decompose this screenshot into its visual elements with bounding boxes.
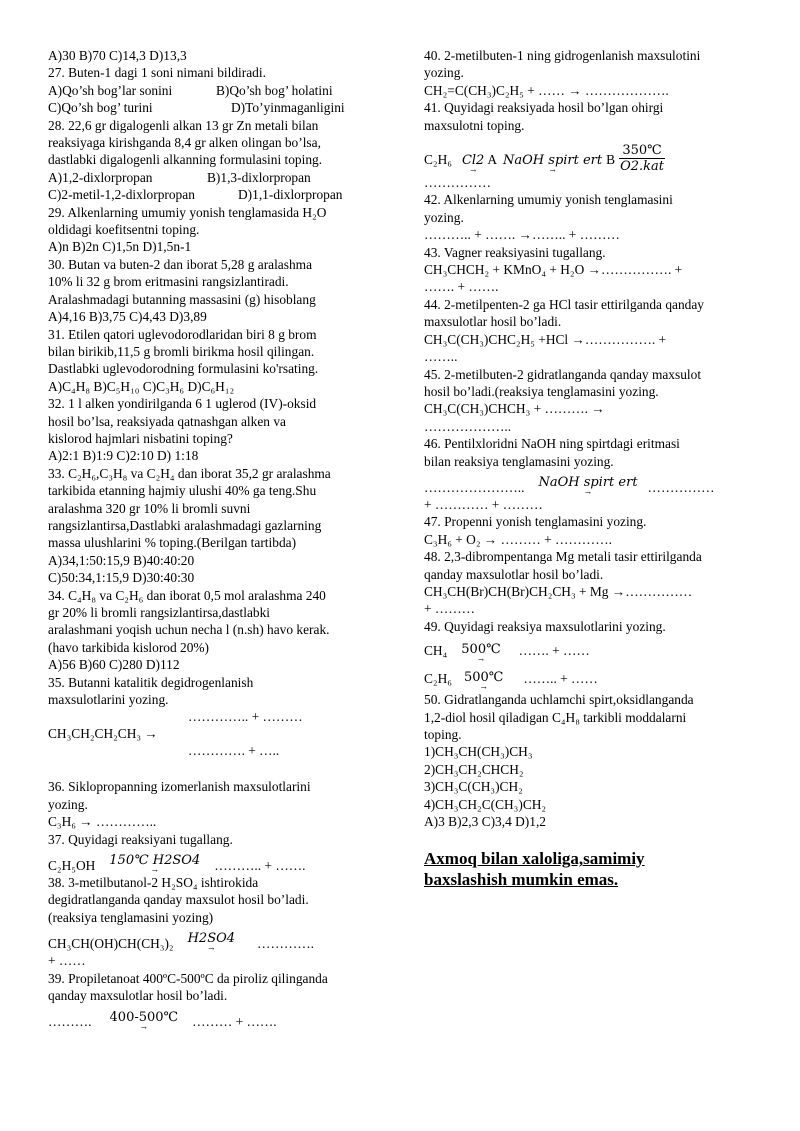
answer-options-q27-row2 [48,99,388,116]
answer-options-q50: A)3 B)2,3 C)3,4 D)1,2 [424,814,546,830]
question-27: 27. Buten-1 dagi 1 soni nimani bildiradi. [48,65,266,81]
reaction-49-ethane [424,663,764,691]
product-blanks: ……. + …… [518,642,590,658]
reaction-42: ……….. + ……. →…….. + ……… [424,227,620,243]
question-46-line1: 46. Pentilxloridni NaOH ning spirtdagi eritmasi [424,436,680,452]
reaction-conditions: 500℃ → [461,642,501,665]
question-31-line1: 31. Etilen qatori uglevodorodlaridan biri 8 g brom [48,326,317,342]
option-c: C)2-metil-1,2-dixlorpropan [48,187,195,203]
candidate-2: 2)CH₃CH₂CHCH₂ [424,761,524,777]
answer-options-q29: A)n B)2n C)1,5n D)1,5n-1 [48,239,192,255]
question-40-line2: yozing. [424,65,464,81]
arrow-icon: → [470,167,477,176]
reaction-40: CH₂=C(CH₃)C₂H₅ + …… → ………………. [424,82,669,98]
question-36-line2: yozing. [48,796,88,812]
question-28-line3: dastlabki digalogenli alkanning formulasini toping. [48,152,323,168]
arrow-icon: → [151,867,158,876]
reaction-conditions: 400-500℃ → [109,1009,179,1032]
question-35-line2: maxsulotlarini yozing. [48,692,169,708]
question-46-line2: bilan reaksiya tenglamasini yozing. [424,453,614,469]
reaction-38 [48,926,388,952]
slogan-line2: baxslashish mumkin emas. [424,870,619,890]
reaction-45-continued: ……………….. [424,418,512,434]
question-33-line4: rangsizlantirsa,Dastlabki aralashmadagi gazlarning [48,517,322,533]
question-37: 37. Quyidagi reaksiyani tugallang. [48,831,233,847]
question-39-line2: qanday maxsulotlar hosil bo’ladi. [48,988,228,1004]
question-28-line2: reaksiyaga kirishganda 8,4 gr alken olingan bo’lsa, [48,135,321,151]
reaction-41-product: …………… [424,175,491,191]
arrow-icon: → [585,488,591,497]
answer-options-q26: A)30 B)70 C)14,3 D)13,3 [48,48,187,63]
question-48-line1: 48. 2,3-dibrompentanga Mg metali tasir ettirilganda [424,549,702,565]
right-column [424,47,764,890]
reaction-conditions-2: NaOH spirt ert → [503,153,603,176]
question-43: 43. Vagner reaksiyasini tugallang. [424,244,606,260]
question-42-line1: 42. Alkenlarning umumiy yonish tenglamasini [424,192,673,208]
answer-options-q31: A)C₄H₈ B)C₅H₁₀ C)C₃H₆ D)C₆H₁₂ [48,378,235,394]
option-a: A)Qo’sh bog’lar sonini [48,82,173,98]
question-33-line1: 33. C₂H₆,C₃H₈ va C₂H₄ dan iborat 35,2 gr aralashma [48,465,331,481]
candidate-3: 3)CH₃C(CH₃)CH₂ [424,779,523,795]
slogan-line1: Axmoq bilan xaloliga,samimiy [424,849,645,869]
question-32-line2: hosil bo’lsa, reaksiyada qatnashgan alken va [48,413,286,429]
reactant-blank: ………. [48,1014,92,1030]
question-29-line2: oldidagi koefitsentni toping. [48,222,200,238]
reaction-conditions: 150℃ H2SO4 → [109,853,201,876]
reaction-45: CH₃C(CH₃)CHCH₃ + ………. → [424,401,605,417]
question-32-line3: kislorod hajmlari nisbatini toping? [48,430,233,446]
question-35-line1: 35. Butanni katalitik degidrogenlanish [48,674,254,690]
left-column [48,47,388,1031]
answer-options-q30: A)4,16 B)3,75 C)4,43 D)3,89 [48,309,207,325]
answer-options-q28-row1 [48,169,388,186]
reaction-41 [424,134,764,174]
question-42-line2: yozing. [424,209,464,225]
answer-options-q33-row1: A)34,1:50:15,9 B)40:40:20 [48,552,195,568]
product-blank-lower: …………. + ….. [188,743,280,759]
reaction-39 [48,1005,388,1031]
question-47: 47. Propenni yonish tenglamasini yozing. [424,514,647,530]
reaction-36: C₃H₆ → ………….. [48,814,157,830]
arrow-icon: → [480,684,487,693]
product-blanks: …………. [257,935,314,951]
reaction-conditions-3: $\frac{350℃}{\text{O2.kat}}$ [620,143,664,175]
reactant: C₂H₆ [424,151,452,167]
question-33-line3: aralashma 320 gr 10% li bromli suvni [48,500,251,516]
reaction-44: CH₃C(CH₃)CHC₂H₅ +HCl →……………. + [424,331,667,347]
question-48-line2: qanday maxsulotlar hosil bo’ladi. [424,566,604,582]
arrow-icon: → [140,1023,147,1032]
question-38-line1: 38. 3-metilbutanol-2 H₂SO₄ ishtirokida [48,875,259,891]
reaction-37 [48,848,388,874]
reaction-conditions: 500℃ → [463,670,504,693]
question-45-line2: hosil bo’ladi.(reaksiya tenglamasini yozing. [424,383,659,399]
question-50-line1: 50. Gidratlanganda uchlamchi spirt,oksidlanganda [424,692,694,708]
reaction-48-continued: + ……… [424,601,476,617]
reaction-38-continued: + …… [48,953,86,969]
reaction-35 [48,708,388,760]
question-34-line2: gr 20% li bromli rangsizlantirsa,dastlabki [48,605,271,620]
question-32-line1: 32. 1 l alken yondirilganda 6 1 uglerod (IV)-oksid [48,396,317,412]
question-44-line2: maxsulotlar hosil bo’ladi. [424,314,562,330]
option-d: D)1,1-dixlorpropan [238,187,343,203]
reaction-49-methane [424,635,764,663]
reactant-blank: ………………….. [424,479,525,495]
question-33-line5: massa ulushlarini % toping.(Berilgan tartibda) [48,535,297,551]
arrow-icon: → [549,167,556,176]
reaction-conditions: NaOH spirt ert → [538,474,638,497]
reactant: CH₄ [424,642,448,658]
closing-slogan [424,848,764,890]
question-38-line2: degidratlanganda qanday maxsulot hosil bo’ladi. [48,892,309,908]
answer-options-q32: A)2:1 B)1:9 C)2:10 D) 1:18 [48,448,199,464]
question-49: 49. Quyidagi reaksiya maxsulotlarini yozing. [424,618,666,634]
question-31-line3: Dastlabki uglevodorodning formulasini ko'rsating. [48,361,319,377]
option-b: B)Qo’sh bog’ holatini [216,82,333,98]
question-30-line3: Aralashmadagi butanning massasini (g) hisoblang [48,291,316,307]
answer-options-q27-row1 [48,82,388,99]
question-36-line1: 36. Siklopropanning izomerlanish maxsulotlarini [48,779,311,795]
question-40-line1: 40. 2-metilbuten-1 ning gidrogenlanish maxsulotini [424,48,701,63]
reaction-46-continued: + ………… + ……… [424,496,543,512]
product-blank: …………… [647,479,715,495]
reactant: CH₃CH(OH)CH(CH₃)₂ [48,935,174,951]
candidate-4: 4)CH₃CH₂C(CH₃)CH₂ [424,796,547,812]
question-50-line3: toping. [424,727,462,742]
question-34-line1: 34. C₄H₈ va C₂H₆ dan iborat 0,5 mol aralashma 240 [48,587,326,603]
arrow-icon: → [208,945,215,954]
intermediate-a: A [487,151,498,167]
product-blanks: ……… + ……. [192,1014,277,1030]
option-a: A)1,2-dixlorpropan [48,169,153,185]
question-28-line1: 28. 22,6 gr digalogenli alkan 13 gr Zn metali bilan [48,117,319,133]
question-29-line1: 29. Alkenlarning umumiy yonish tenglamasida H₂O [48,204,327,220]
question-41-line1: 41. Quyidagi reaksiyada hosil bo’lgan ohirgi [424,100,664,116]
question-45-line1: 45. 2-metilbuten-2 gidratlanganda qanday maxsulot [424,366,702,382]
reaction-43: CH₃CHCH₂ + KMnO₄ + H₂O →……………. + [424,262,683,278]
question-30-line2: 10% li 32 g brom eritmasini rangsizlantiradi. [48,274,289,290]
answer-options-q28-row2 [48,186,388,203]
reaction-48: CH₃CH(Br)CH(Br)CH₂CH₃ + Mg →…………… [424,583,693,599]
question-50-line2: 1,2-diol hosil qiladigan C₄H₈ tarkibli moddalarni [424,709,687,725]
question-34-line3: aralashmani yoqish uchun necha l (n.sh) havo kerak. [48,622,330,638]
reaction-43-continued: ……. + ……. [424,279,499,295]
answer-options-q34: A)56 B)60 C)280 D)112 [48,657,180,673]
option-b: B)1,3-dixlorpropan [207,169,311,185]
question-30-line1: 30. Butan va buten-2 dan iborat 5,28 g aralashma [48,256,313,272]
intermediate-b: B [606,151,616,167]
reaction-46 [424,470,764,496]
product-blank-upper: ………….. + ……… [188,709,303,725]
option-c: C)Qo’sh bog’ turini [48,100,153,116]
reactant: C₂H₆ [424,670,452,686]
product-blanks: ……….. + ……. [214,857,306,873]
question-39-line1: 39. Propiletanoat 400ºC-500ºC da piroliz qilinganda [48,970,328,986]
product-blanks: …….. + …… [523,670,598,686]
reactant: C₂H₅OH [48,857,96,873]
question-44-line1: 44. 2-metilpenten-2 ga HCl tasir ettirilganda qanday [424,296,705,312]
reaction-conditions-1: Cl2 → [461,153,485,176]
candidate-1: 1)CH₃CH(CH₃)CH₃ [424,744,533,760]
question-38-line3: (reaksiya tenglamasini yozing) [48,909,214,925]
reaction-conditions: H2SO4 → [187,931,236,954]
arrow-icon: → [478,656,484,665]
reaction-47: C₃H₆ + O₂ → ……… + …………. [424,531,612,547]
question-31-line2: bilan birikib,11,5 g bromli birikma hosil qilingan. [48,343,315,359]
reactant-butane: CH₃CH₂CH₂CH₃ → [48,726,158,742]
question-41-line2: maxsulotni toping. [424,117,525,133]
answer-options-q33-row2: C)50:34,1:15,9 D)30:40:30 [48,570,195,586]
question-33-line2: tarkibida etanning hajmiy ulushi 40% ga teng.Shu [48,483,317,499]
question-34-line4: (havo tarkibida kislorod 20%) [48,639,210,655]
reaction-44-continued: …….. [424,349,458,365]
option-d: D)To’yinmaganligini [231,100,345,116]
